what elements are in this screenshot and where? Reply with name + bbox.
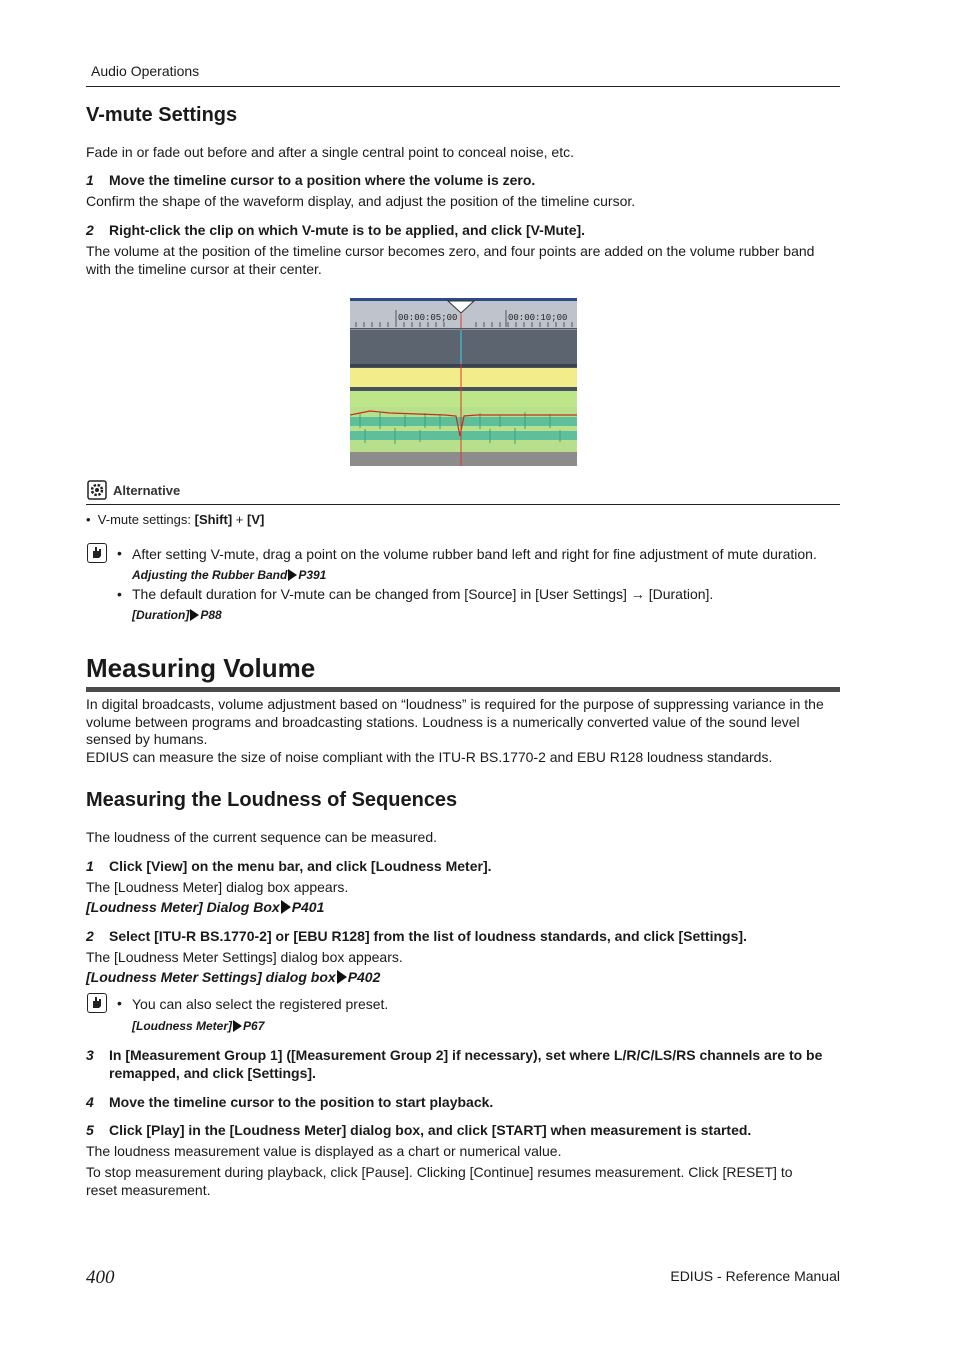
loudness-step-5	[86, 1121, 840, 1139]
timeline-figure	[350, 298, 577, 466]
ref-page[interactable]: P401	[291, 899, 325, 915]
loudness-step-1-ref[interactable]	[86, 899, 324, 915]
loudness-step-2-desc: The [Loudness Meter Settings] dialog box appears.	[86, 949, 403, 965]
video-track[interactable]	[350, 330, 577, 364]
section-title-loudness: Measuring the Loudness of Sequences	[86, 789, 458, 811]
alternative-item: • V-mute settings: [Shift] + [V]	[86, 512, 265, 527]
section-title-vmute: V-mute Settings	[86, 104, 238, 126]
vmute-step-2	[86, 221, 840, 239]
loudness-step-5-desc-2b: reset measurement.	[86, 1182, 211, 1198]
header-rule	[86, 86, 840, 87]
step-text: Right-click the clip on which V-mute is to be applied, and click [V-Mute].	[109, 222, 586, 238]
step-text: Click [View] on the menu bar, and click [Loudness Meter].	[109, 858, 492, 874]
step-text: Select [ITU-R BS.1770-2] or [EBU R128] from the list of loudness standards, and click [Settings].	[109, 928, 747, 944]
ref-label[interactable]: [Loudness Meter] Dialog Box	[86, 899, 280, 915]
vmute-intro: Fade in or fade out before and after a single central point to conceal noise, etc.	[86, 144, 574, 160]
arrow-right-icon	[337, 970, 347, 984]
shortcut-plus: +	[232, 512, 247, 527]
step-text: Click [Play] in the [Loudness Meter] dialog box, and click [START] when measurement is started.	[109, 1122, 752, 1138]
gear-icon	[87, 480, 107, 500]
timecode-label-2: 00:00:10;00	[508, 313, 568, 323]
step-text: Move the timeline cursor to a position where the volume is zero.	[109, 172, 536, 188]
vmute-step-1-desc: Confirm the shape of the waveform display, and adjust the position of the timeline cursor.	[86, 193, 636, 209]
loudness-step-1	[86, 857, 840, 875]
loudness-step-3	[86, 1046, 840, 1064]
vmute-step-1	[86, 171, 840, 189]
note-hand-icon	[87, 993, 107, 1013]
vmute-step-2-desc-2: with the timeline cursor at their center.	[86, 261, 322, 277]
ref-label[interactable]: [Duration]	[132, 608, 190, 622]
shortcut-key-shift: [Shift]	[194, 512, 233, 527]
page-number: 400	[86, 1267, 115, 1288]
clip-track-2[interactable]	[350, 391, 577, 407]
alternative-text: V-mute settings:	[97, 512, 195, 527]
note-hand-icon	[87, 543, 107, 563]
loudness-step-3-cont: remapped, and click [Settings].	[109, 1065, 316, 1081]
step-number: 2	[86, 928, 94, 944]
note-1-text: After setting V-mute, drag a point on the volume rubber band left and right for fine adjustment of mute duration.	[132, 546, 817, 562]
arrow-right-icon	[281, 900, 291, 914]
audio-track[interactable]	[350, 407, 577, 452]
step-number: 3	[86, 1047, 94, 1063]
arrow-right-icon	[233, 1020, 242, 1032]
note-1-ref[interactable]	[132, 568, 326, 582]
ref-page[interactable]: P391	[298, 568, 327, 582]
manual-title: EDIUS - Reference Manual	[670, 1268, 840, 1284]
vmute-step-2-desc-1: The volume at the position of the timeline cursor becomes zero, and four points are added on the volume rubber band	[86, 243, 815, 259]
loudness-note-ref[interactable]	[132, 1019, 264, 1033]
loudness-step-5-desc-2a: To stop measurement during playback, click [Pause]. Clicking [Continue] resumes measurement. Click [RESET] to	[86, 1164, 793, 1180]
alternative-label: Alternative	[113, 483, 181, 498]
bullet-dot: •	[117, 545, 122, 561]
loudness-step-1-desc: The [Loudness Meter] dialog box appears.	[86, 879, 349, 895]
alternative-rule	[86, 504, 840, 505]
measuring-para-1c: sensed by humans.	[86, 731, 208, 747]
timecode-label-1: 00:00:05;00	[398, 313, 458, 323]
loudness-step-2-ref[interactable]	[86, 969, 380, 985]
step-text: In [Measurement Group 1] ([Measurement Group 2] if necessary), set where L/R/C/LS/RS channels are to be	[109, 1047, 823, 1063]
note-2-text: The default duration for V-mute can be changed from [Source] in [User Settings] → [Duration].	[132, 586, 714, 602]
shortcut-key-v: [V]	[246, 512, 265, 527]
chapter-title-measuring-volume: Measuring Volume	[86, 653, 316, 683]
measuring-para-2: EDIUS can measure the size of noise compliant with the ITU-R BS.1770-2 and EBU R128 loudness standards.	[86, 749, 773, 765]
bullet-dot: •	[117, 586, 122, 602]
measuring-para-1b: volume between programs and broadcasting stations. Loudness is a numerically converted value of the sound level	[86, 714, 800, 730]
measuring-para-1a: In digital broadcasts, volume adjustment based on “loudness” is required for the purpose of suppressing variance in the	[86, 696, 824, 712]
loudness-step-5-desc-1: The loudness measurement value is displayed as a chart or numerical value.	[86, 1143, 562, 1159]
step-number: 5	[86, 1122, 94, 1138]
step-number: 4	[86, 1094, 94, 1110]
timeline-screenshot	[350, 298, 577, 466]
arrow-right-icon	[288, 569, 297, 581]
step-number: 2	[86, 222, 94, 238]
step-text: Move the timeline cursor to the position to start playback.	[109, 1094, 494, 1110]
ref-label[interactable]: [Loudness Meter]	[132, 1019, 233, 1033]
loudness-step-4	[86, 1093, 840, 1111]
bullet-dot: •	[117, 995, 122, 1011]
loudness-note-text: You can also select the registered preset.	[132, 996, 389, 1012]
clip-track-1[interactable]	[350, 368, 577, 387]
chapter-rule	[86, 687, 840, 692]
arrow-right-icon	[190, 609, 199, 621]
loudness-step-2	[86, 927, 840, 945]
ref-label[interactable]: [Loudness Meter Settings] dialog box	[86, 969, 336, 985]
step-number: 1	[86, 172, 94, 188]
running-header: Audio Operations	[91, 63, 200, 79]
step-number: 1	[86, 858, 94, 874]
loudness-intro: The loudness of the current sequence can be measured.	[86, 829, 437, 845]
ref-page[interactable]: P67	[243, 1019, 265, 1033]
ref-page[interactable]: P402	[347, 969, 381, 985]
note-2-ref[interactable]	[132, 608, 222, 622]
ref-label[interactable]: Adjusting the Rubber Band	[132, 568, 288, 582]
ref-page[interactable]: P88	[200, 608, 222, 622]
